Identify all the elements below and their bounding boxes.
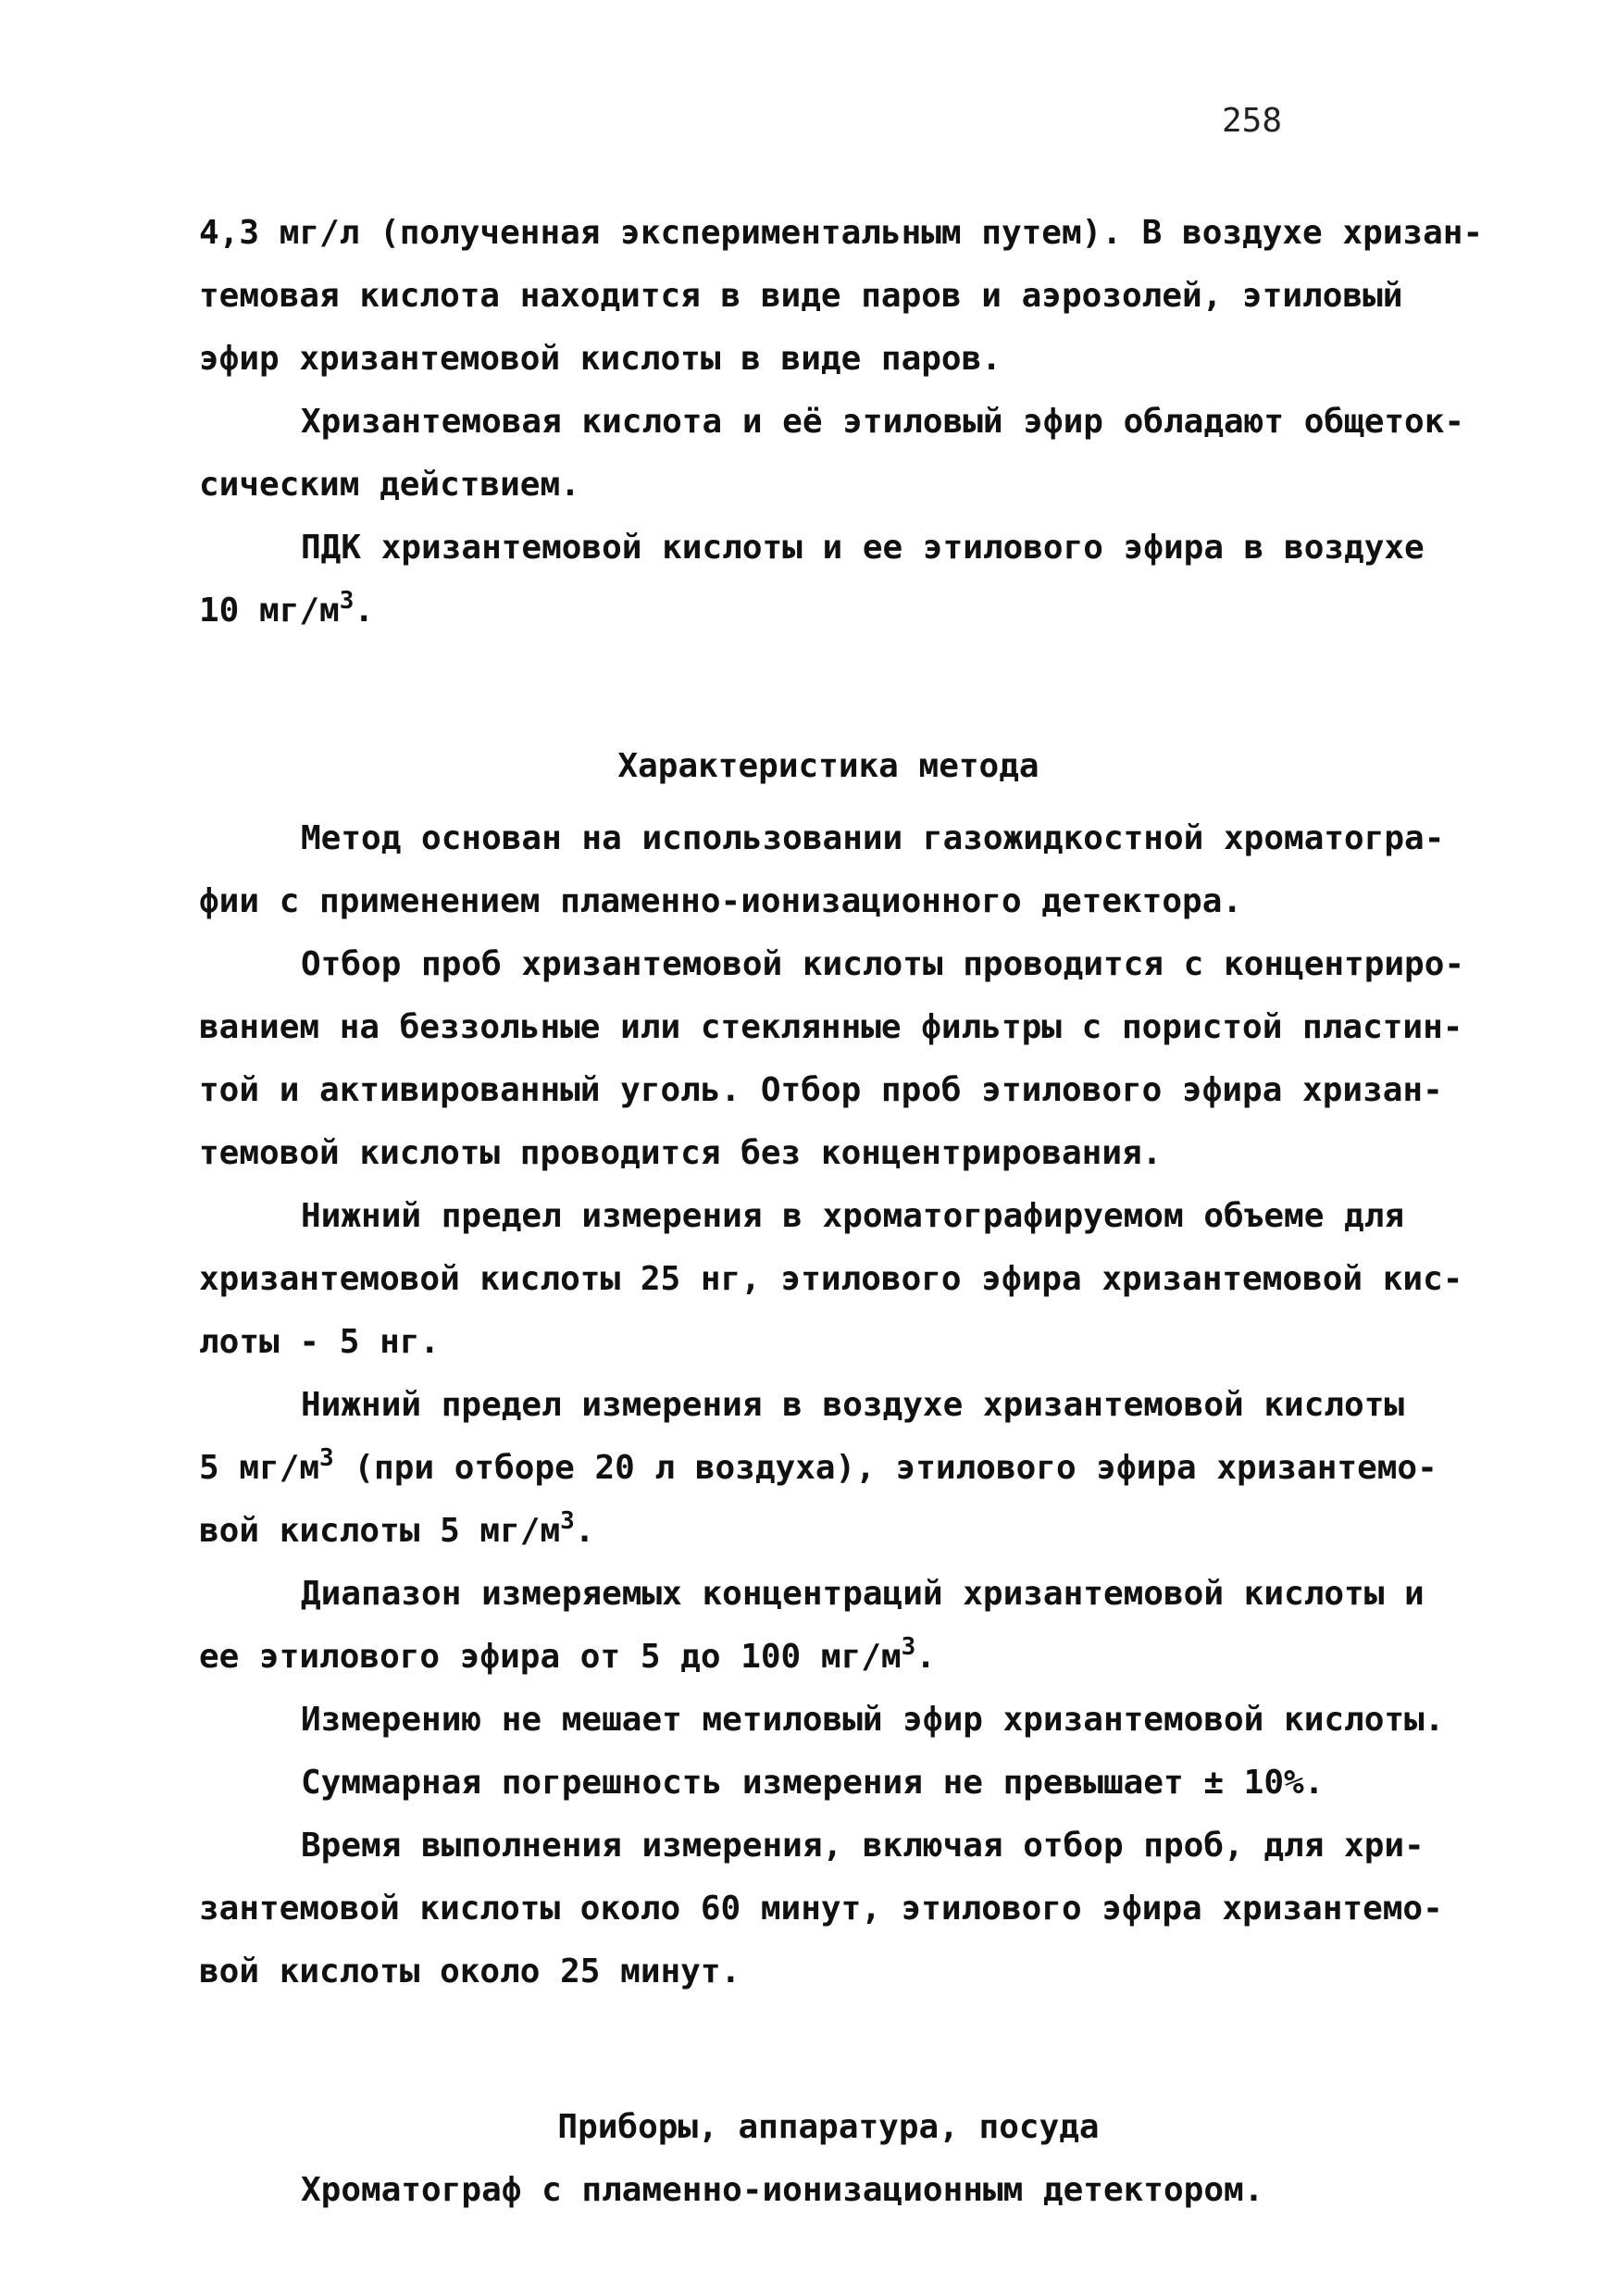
text-line: Время выполнения измерения, включая отбор проб, для хри- bbox=[301, 1827, 1425, 1865]
text-line-with-superscript bbox=[199, 1500, 1421, 1563]
text-line: Отбор проб хризантемовой кислоты проводится с концентриро- bbox=[301, 945, 1465, 983]
text-line: ПДК хризантемовой кислоты и ее этилового эфира в воздухе bbox=[301, 529, 1425, 567]
text-line: фии с применением пламенно-ионизационного детектора. bbox=[199, 882, 1243, 920]
text-line: вой кислоты около 25 минут. bbox=[199, 1953, 741, 1990]
text-fragment: вой кислоты 5 мг/м bbox=[199, 1512, 561, 1550]
text-line: темовая кислота находится в виде паров и аэрозолей, этиловый bbox=[199, 277, 1403, 315]
document-body bbox=[199, 202, 1484, 2222]
equipment-paragraph-1 bbox=[199, 2159, 1421, 2222]
text-line: Суммарная погрешность измерения не превышает ± 10%. bbox=[301, 1764, 1325, 1802]
text-line-with-superscript bbox=[199, 1626, 1421, 1689]
text-line: Диапазон измеряемых концентраций хризантемовой кислоты и bbox=[301, 1575, 1425, 1613]
superscript: 3 bbox=[339, 587, 355, 615]
section-heading-equipment: Приборы, аппаратура, посуда bbox=[557, 2108, 1100, 2146]
text-fragment: 10 мг/м bbox=[199, 592, 340, 630]
superscript: 3 bbox=[901, 1633, 916, 1661]
text-fragment: ее этилового эфира от 5 до 100 мг/м bbox=[199, 1638, 902, 1676]
text-line: зантемовой кислоты около 60 минут, этилового эфира хризантемо- bbox=[199, 1890, 1443, 1928]
text-fragment: 5 мг/м bbox=[199, 1449, 320, 1487]
text-line: темовой кислоты проводится без концентрирования. bbox=[199, 1134, 1163, 1172]
section-heading-method: Характеристика метода bbox=[617, 747, 1039, 785]
text-line: Хроматограф с пламенно-ионизационным детектором. bbox=[301, 2171, 1264, 2209]
text-line: Нижний предел измерения в хроматографируемом объеме для bbox=[301, 1197, 1405, 1235]
method-paragraph-7 bbox=[199, 1752, 1421, 1815]
text-line: сическим действием. bbox=[199, 466, 580, 504]
text-line: той и активированный уголь. Отбор проб этилового эфира хризан- bbox=[199, 1071, 1443, 1109]
text-line-with-superscript bbox=[199, 1437, 1438, 1500]
text-line: Метод основан на использовании газожидкостной хроматогра- bbox=[301, 819, 1445, 857]
text-line: эфир хризантемовой кислоты в виде паров. bbox=[199, 340, 1002, 378]
method-paragraph-2 bbox=[199, 933, 1465, 1185]
text-fragment: . bbox=[354, 592, 375, 630]
text-line-with-superscript bbox=[199, 580, 1421, 643]
text-line: хризантемовой кислоты 25 нг, этилового эфира хризантемовой кис- bbox=[199, 1260, 1463, 1298]
method-paragraph-6 bbox=[199, 1689, 1445, 1752]
intro-paragraph-2 bbox=[199, 391, 1465, 517]
text-fragment: (при отборе 20 л воздуха), этилового эфира хризантемо- bbox=[333, 1449, 1438, 1487]
pdk-paragraph bbox=[199, 517, 1425, 643]
text-line: Нижний предел измерения в воздухе хризантемовой кислоты bbox=[301, 1386, 1405, 1424]
superscript: 3 bbox=[560, 1507, 575, 1535]
text-line: Хризантемовая кислота и её этиловый эфир обладают общеток- bbox=[301, 403, 1465, 441]
text-fragment: . bbox=[915, 1638, 936, 1676]
method-paragraph-3 bbox=[199, 1185, 1463, 1374]
text-line: лоты - 5 нг. bbox=[199, 1323, 441, 1361]
method-paragraph-4 bbox=[199, 1374, 1438, 1563]
method-paragraph-1 bbox=[199, 807, 1445, 933]
method-paragraph-8 bbox=[199, 1815, 1443, 2003]
text-line: 4,3 мг/л (полученная экспериментальным путем). В воздухе хризан- bbox=[199, 214, 1484, 252]
page-number: 258 bbox=[1222, 102, 1283, 140]
text-fragment: . bbox=[574, 1512, 595, 1550]
superscript: 3 bbox=[319, 1444, 334, 1472]
intro-paragraph-1 bbox=[199, 202, 1484, 391]
text-line: ванием на беззольные или стеклянные фильтры с пористой пластин- bbox=[199, 1008, 1463, 1046]
method-paragraph-5 bbox=[199, 1563, 1425, 1689]
text-line: Измерению не мешает метиловый эфир хризантемовой кислоты. bbox=[301, 1701, 1445, 1739]
